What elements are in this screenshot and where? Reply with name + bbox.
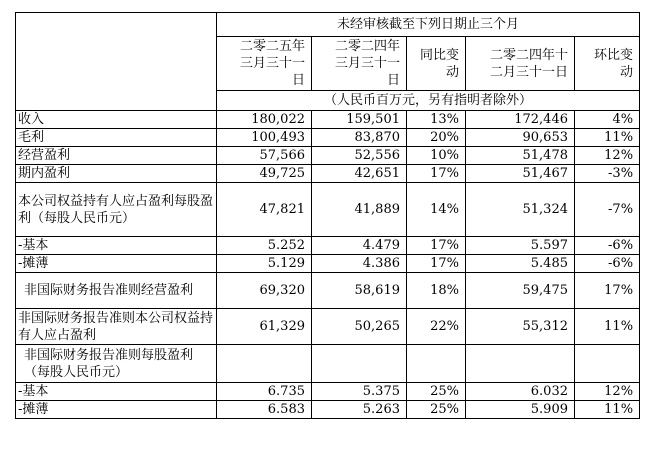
row-label: 期内盈利 <box>16 165 217 183</box>
value-qoq: 11% <box>575 309 640 345</box>
table-row <box>16 383 640 401</box>
row-label: -摊薄 <box>16 401 217 419</box>
col-header-line: 二零二四年十 <box>489 47 568 63</box>
table-row <box>16 345 640 383</box>
row-label: -摊薄 <box>16 255 217 273</box>
col-header-line: 三月三十一 <box>239 56 305 71</box>
value-yoy: 17% <box>407 255 466 273</box>
value-q1-2024: 5.263 <box>312 401 407 419</box>
col-header-qoq <box>575 37 640 91</box>
row-label: 非国际财务报告准则经营盈利 <box>16 273 217 309</box>
header-blank-cell <box>16 91 217 111</box>
value-q1-2024: 42,651 <box>312 165 407 183</box>
row-label: 本公司权益持有人应占盈利每股盈利（每股人民币元） <box>16 183 217 237</box>
value-yoy: 20% <box>407 129 466 147</box>
col-header-yoy <box>407 37 466 91</box>
col-header-line: 动 <box>620 64 634 80</box>
col-header-line: 二零二四年 <box>334 39 400 54</box>
value-yoy: 17% <box>407 237 466 255</box>
col-header-line: 环比变 <box>594 47 634 63</box>
col-header-line: 动 <box>445 64 459 80</box>
col-header-q1-2024 <box>312 37 407 91</box>
value-yoy: 13% <box>407 111 466 129</box>
col-header-line: 日 <box>386 73 400 88</box>
value-yoy: 25% <box>407 383 466 401</box>
value-q1-2025: 61,329 <box>217 309 312 345</box>
table-row <box>16 183 640 237</box>
value-q4-2024: 5.597 <box>466 237 575 255</box>
value-q4-2024: 51,324 <box>466 183 575 237</box>
table-row <box>16 273 640 309</box>
table-row <box>16 129 640 147</box>
value-qoq: -7% <box>575 183 640 237</box>
value-qoq: 12% <box>575 147 640 165</box>
value-q1-2025: 57,566 <box>217 147 312 165</box>
col-header-line: 二月三十一日 <box>489 64 568 80</box>
col-header-q1-2025 <box>217 37 312 91</box>
value-yoy: 14% <box>407 183 466 237</box>
value-q1-2025: 5.252 <box>217 237 312 255</box>
header-row-period <box>16 13 640 37</box>
row-label: 收入 <box>16 111 217 129</box>
value-q4-2024: 90,653 <box>466 129 575 147</box>
value-q1-2024: 4.386 <box>312 255 407 273</box>
period-title: 未经审核截至下列日期止三个月 <box>217 13 640 37</box>
value-yoy: 22% <box>407 309 466 345</box>
row-label: 非国际财务报告准则每股盈利（每股人民币元） <box>16 345 217 383</box>
value-q1-2025: 6.735 <box>217 383 312 401</box>
value-q4-2024: 51,478 <box>466 147 575 165</box>
value-qoq: 4% <box>575 111 640 129</box>
value-q1-2025: 5.129 <box>217 255 312 273</box>
value-q4-2024: 51,467 <box>466 165 575 183</box>
table-row <box>16 111 640 129</box>
value-q1-2025: 6.583 <box>217 401 312 419</box>
row-label: 毛利 <box>16 129 217 147</box>
value-q1-2024 <box>312 345 407 383</box>
table-row <box>16 309 640 345</box>
value-yoy <box>407 345 466 383</box>
row-label: -基本 <box>16 237 217 255</box>
financial-summary-table <box>15 12 640 419</box>
value-qoq: 11% <box>575 401 640 419</box>
value-q1-2024: 83,870 <box>312 129 407 147</box>
value-q1-2024: 159,501 <box>312 111 407 129</box>
value-q4-2024 <box>466 345 575 383</box>
value-qoq: -3% <box>575 165 640 183</box>
header-row-dates <box>16 37 640 91</box>
col-header-line: 日 <box>291 73 305 88</box>
value-yoy: 10% <box>407 147 466 165</box>
value-yoy: 18% <box>407 273 466 309</box>
table-row <box>16 237 640 255</box>
table-row <box>16 165 640 183</box>
value-q1-2025: 49,725 <box>217 165 312 183</box>
value-q1-2024: 52,556 <box>312 147 407 165</box>
value-q4-2024: 6.032 <box>466 383 575 401</box>
value-q4-2024: 5.485 <box>466 255 575 273</box>
value-q1-2024: 4.479 <box>312 237 407 255</box>
value-q1-2024: 5.375 <box>312 383 407 401</box>
value-q1-2025: 69,320 <box>217 273 312 309</box>
value-yoy: 17% <box>407 165 466 183</box>
value-qoq <box>575 345 640 383</box>
col-header-line: 二零二五年 <box>239 39 305 54</box>
units-note: （人民币百万元，另有指明者除外） <box>217 91 640 111</box>
header-row-units <box>16 91 640 111</box>
value-q1-2024: 50,265 <box>312 309 407 345</box>
table-row <box>16 401 640 419</box>
value-q4-2024: 5.909 <box>466 401 575 419</box>
value-q1-2025: 47,821 <box>217 183 312 237</box>
value-q1-2024: 58,619 <box>312 273 407 309</box>
value-qoq: 11% <box>575 129 640 147</box>
table-row <box>16 255 640 273</box>
row-label: 经营盈利 <box>16 147 217 165</box>
header-blank-cell <box>16 37 217 91</box>
value-q1-2025 <box>217 345 312 383</box>
value-q4-2024: 172,446 <box>466 111 575 129</box>
value-qoq: -6% <box>575 237 640 255</box>
value-q4-2024: 55,312 <box>466 309 575 345</box>
col-header-q4-2024 <box>466 37 575 91</box>
table-row <box>16 147 640 165</box>
value-qoq: 17% <box>575 273 640 309</box>
row-label: 非国际财务报告准则本公司权益持有人应占盈利 <box>16 309 217 345</box>
value-q1-2025: 180,022 <box>217 111 312 129</box>
header-blank-cell <box>16 13 217 37</box>
col-header-line: 同比变 <box>419 47 459 63</box>
col-header-line: 三月三十一 <box>334 56 400 71</box>
value-qoq: -6% <box>575 255 640 273</box>
value-q1-2024: 41,889 <box>312 183 407 237</box>
value-q1-2025: 100,493 <box>217 129 312 147</box>
row-label: -基本 <box>16 383 217 401</box>
value-qoq: 12% <box>575 383 640 401</box>
value-q4-2024: 59,475 <box>466 273 575 309</box>
value-yoy: 25% <box>407 401 466 419</box>
